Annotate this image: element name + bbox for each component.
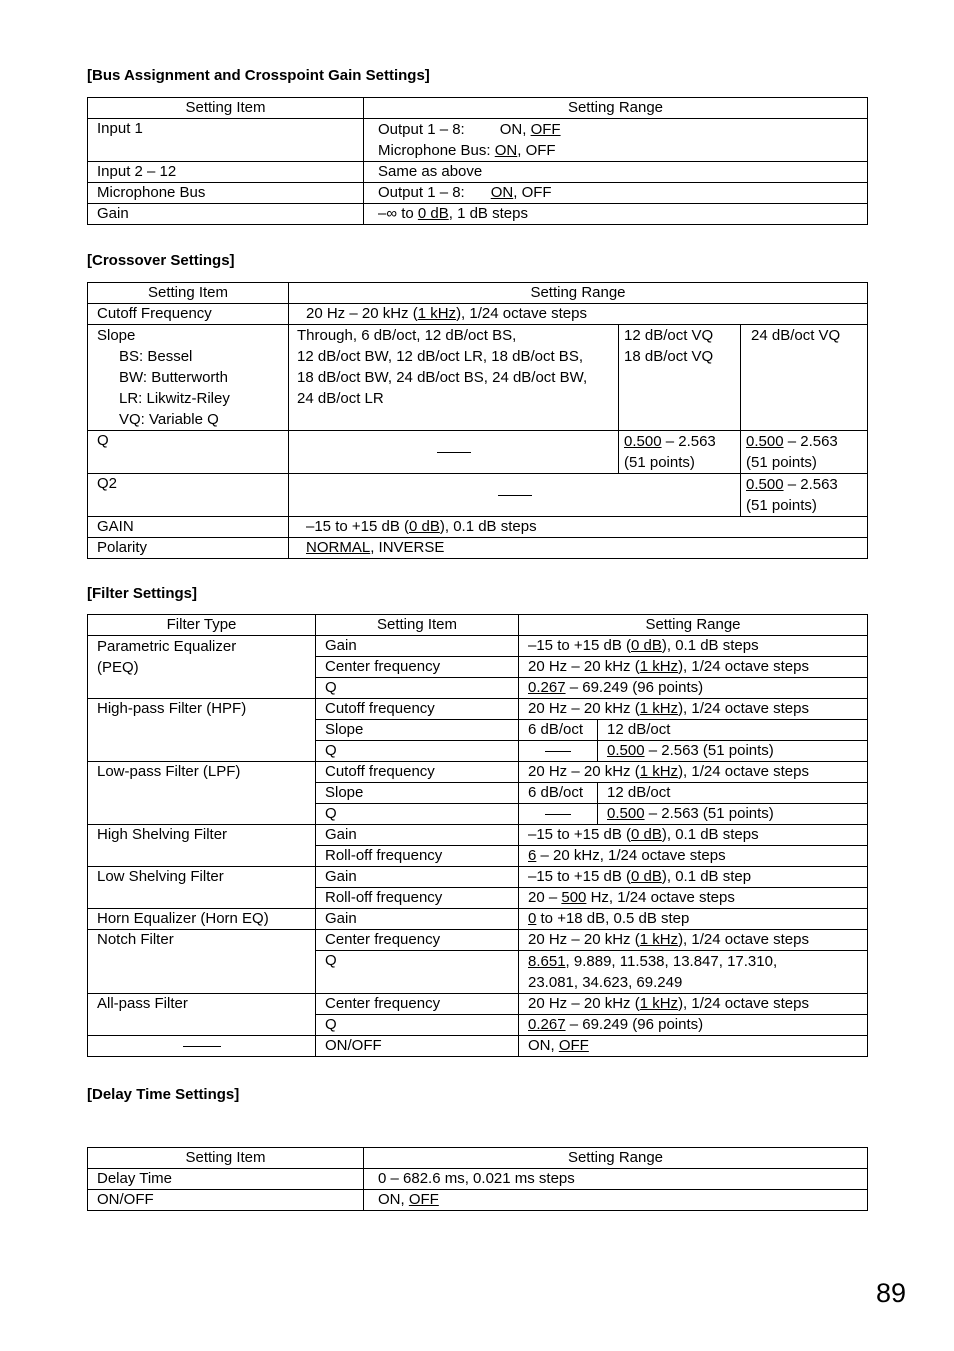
notch-q-line2: 23.081, 34.623, 69.249 (528, 974, 683, 991)
header-setting-item: Setting Item (88, 98, 364, 119)
onoff-on: ON, (378, 1191, 409, 1208)
freq-default: 1 kHz (639, 658, 679, 675)
row-label-delay-time: Delay Time (88, 1169, 364, 1190)
slope-vq24-label: 24 dB/oct VQ (751, 327, 841, 344)
range-gain (519, 867, 868, 888)
header-filter-type: Filter Type (88, 615, 316, 636)
filter-type-peq (88, 636, 316, 699)
item-q: Q (316, 1015, 519, 1036)
q-post: – 69.249 (96 points) (565, 1016, 704, 1033)
gain-default: 0 dB (409, 518, 440, 535)
freq-post: ), 1/24 octave steps (678, 700, 809, 717)
onoff-off-default: OFF (558, 1037, 589, 1054)
onoff-off-default: OFF (408, 1191, 439, 1208)
range-frequency (519, 762, 868, 783)
mic-bus-range (364, 183, 868, 204)
item-q: Q (316, 678, 519, 699)
slope-lr-legend: LR: Likwitz-Riley (119, 390, 230, 407)
slope-range-line3: 18 dB/oct BW, 24 dB/oct BS, 24 dB/oct BW, (297, 369, 588, 386)
cutoff-default: 1 kHz (417, 305, 457, 322)
q-post: – 2.563 (51 points) (644, 805, 774, 822)
input1-mic-label: Microphone Bus: (378, 142, 495, 159)
q-points: (51 points) (746, 454, 817, 471)
item-cutoff-frequency: Cutoff frequency (316, 699, 519, 720)
item-onoff: ON/OFF (316, 1036, 519, 1057)
dash-mark (437, 452, 471, 453)
slope-range-line2: 12 dB/oct BW, 12 dB/oct LR, 18 dB/oct BS, (297, 348, 583, 365)
header-setting-item: Setting Item (88, 1148, 364, 1169)
row-label-q2: Q2 (88, 474, 289, 517)
header-setting-item: Setting Item (88, 283, 289, 304)
bus-section-title: [Bus Assignment and Crosspoint Gain Settings] (87, 67, 430, 84)
q2-post: – 2.563 (783, 476, 838, 493)
row-label-polarity: Polarity (88, 538, 289, 559)
polarity-default: NORMAL (306, 539, 371, 556)
q2-default: 0.500 (746, 476, 784, 493)
page-number: 89 (876, 1278, 907, 1308)
item-rolloff-frequency: Roll-off frequency (316, 846, 519, 867)
item-center-frequency: Center frequency (316, 930, 519, 951)
row-label-input1: Input 1 (88, 119, 364, 162)
gain-pre: –15 to +15 dB ( (306, 518, 409, 535)
range-slope-12: 12 dB/oct (598, 783, 868, 804)
freq-default: 1 kHz (639, 995, 679, 1012)
range-q96 (519, 1015, 868, 1036)
dash-mark (545, 751, 571, 752)
mic-bus-output-label: Output 1 – 8: (378, 184, 465, 201)
slope-vq18: 18 dB/oct VQ (624, 348, 714, 365)
filter-type-all (88, 1036, 316, 1057)
rolloff-default: 500 (561, 889, 587, 906)
q-default: 0.500 (607, 742, 645, 759)
range-gain (519, 825, 868, 846)
row-label-mic-bus: Microphone Bus (88, 183, 364, 204)
header-setting-range: Setting Range (364, 98, 868, 119)
freq-post: ), 1/24 octave steps (678, 658, 809, 675)
slope-bs-legend: BS: Bessel (119, 348, 193, 365)
gain-range-default: 0 dB (417, 205, 449, 222)
gain-range-post: , 1 dB steps (448, 205, 528, 222)
input1-output-on: ON, (499, 121, 531, 138)
rolloff-pre: 20 – (528, 889, 562, 906)
cutoff-range (289, 304, 868, 325)
q-default: 0.267 (528, 679, 566, 696)
item-q: Q (316, 741, 519, 762)
q-default: 0.500 (607, 805, 645, 822)
q2-not-applicable (289, 474, 741, 517)
gain-post: ), 0.1 dB steps (661, 637, 759, 654)
q-default: 0.267 (528, 1016, 566, 1033)
item-center-frequency: Center frequency (316, 994, 519, 1015)
gain-default: 0 dB (631, 637, 662, 654)
freq-post: ), 1/24 octave steps (678, 763, 809, 780)
input2-12-range: Same as above (364, 162, 868, 183)
peq-label-2: (PEQ) (97, 659, 139, 676)
slope-range (289, 325, 619, 431)
crossover-table (87, 282, 868, 559)
gain-range (364, 204, 868, 225)
cutoff-post: ), 1/24 octave steps (456, 305, 587, 322)
gain-pre: –15 to +15 dB ( (528, 826, 631, 843)
range-q51 (598, 741, 868, 762)
range-slope-6: 6 dB/oct (519, 783, 598, 804)
delay-time-range: 0 – 682.6 ms, 0.021 ms steps (364, 1169, 868, 1190)
mic-bus-off: , OFF (513, 184, 552, 201)
q-post: – 2.563 (51 points) (644, 742, 774, 759)
gain-pre: –15 to +15 dB ( (528, 868, 631, 885)
notch-q-post: , 9.889, 11.538, 13.847, 17.310, (565, 953, 778, 970)
gain-range-pre: –∞ to (378, 205, 418, 222)
gain-range (289, 517, 868, 538)
filter-type-lpf: Low-pass Filter (LPF) (88, 762, 316, 825)
item-cutoff-frequency: Cutoff frequency (316, 762, 519, 783)
freq-post: ), 1/24 octave steps (678, 995, 809, 1012)
range-slope-12: 12 dB/oct (598, 720, 868, 741)
peq-label-1: Parametric Equalizer (97, 638, 237, 655)
gain-default: 0 dB (631, 868, 662, 885)
range-rolloff-high (519, 846, 868, 867)
input1-range (364, 119, 868, 162)
input1-output-label: Output 1 – 8: (378, 121, 465, 138)
range-q51 (598, 804, 868, 825)
range-onoff (519, 1036, 868, 1057)
item-q: Q (316, 804, 519, 825)
gain-default: 0 dB (631, 826, 662, 843)
header-setting-range: Setting Range (289, 283, 868, 304)
row-label-onoff: ON/OFF (88, 1190, 364, 1211)
q2-range-vq24 (741, 474, 868, 517)
q-post: – 2.563 (783, 433, 838, 450)
q-range-vq24 (741, 431, 868, 474)
slope-range-line4: 24 dB/oct LR (297, 390, 384, 407)
filter-type-high-shelving: High Shelving Filter (88, 825, 316, 867)
delay-section-title: [Delay Time Settings] (87, 1086, 240, 1103)
freq-pre: 20 Hz – 20 kHz ( (528, 931, 640, 948)
freq-pre: 20 Hz – 20 kHz ( (528, 995, 640, 1012)
input1-mic-off: , OFF (517, 142, 556, 159)
input1-mic-on-default: ON (494, 142, 518, 159)
q-not-applicable (289, 431, 619, 474)
range-horn-gain (519, 909, 868, 930)
slope-vq-legend: VQ: Variable Q (119, 411, 219, 428)
freq-post: ), 1/24 octave steps (678, 931, 809, 948)
filter-table (87, 614, 868, 1057)
item-gain: Gain (316, 909, 519, 930)
slope-vq12-18 (619, 325, 741, 431)
mic-bus-on-default: ON (490, 184, 514, 201)
item-q: Q (316, 951, 519, 994)
range-q96 (519, 678, 868, 699)
q-range-vq12-18 (619, 431, 741, 474)
header-setting-range: Setting Range (519, 615, 868, 636)
delay-table (87, 1147, 868, 1211)
filter-type-horn-eq: Horn Equalizer (Horn EQ) (88, 909, 316, 930)
slope-vq24 (741, 325, 868, 431)
q-not-applicable (519, 804, 598, 825)
range-frequency (519, 699, 868, 720)
freq-pre: 20 Hz – 20 kHz ( (528, 763, 640, 780)
slope-vq12: 12 dB/oct VQ (624, 327, 714, 344)
gain-pre: –15 to +15 dB ( (528, 637, 631, 654)
freq-pre: 20 Hz – 20 kHz ( (528, 658, 640, 675)
polarity-range (289, 538, 868, 559)
range-rolloff-low (519, 888, 868, 909)
dash-mark (545, 814, 571, 815)
freq-default: 1 kHz (639, 763, 679, 780)
row-label-q: Q (88, 431, 289, 474)
range-frequency (519, 930, 868, 951)
q-post: – 2.563 (661, 433, 716, 450)
horn-gain-post: to +18 dB, 0.5 dB step (536, 910, 690, 927)
q-not-applicable (519, 741, 598, 762)
freq-default: 1 kHz (639, 931, 679, 948)
dash-mark (183, 1046, 221, 1047)
crossover-section-title: [Crossover Settings] (87, 252, 235, 269)
filter-type-low-shelving: Low Shelving Filter (88, 867, 316, 909)
q-default: 0.500 (624, 433, 662, 450)
slope-range-line1: Through, 6 dB/oct, 12 dB/oct BS, (297, 327, 517, 344)
gain-post: ), 0.1 dB steps (439, 518, 537, 535)
filter-type-notch: Notch Filter (88, 930, 316, 994)
header-setting-item: Setting Item (316, 615, 519, 636)
input1-output-off-default: OFF (530, 121, 561, 138)
filter-type-hpf: High-pass Filter (HPF) (88, 699, 316, 762)
dash-mark (498, 495, 532, 496)
rolloff-default: 6 (528, 847, 537, 864)
item-gain: Gain (316, 636, 519, 657)
q-post: – 69.249 (96 points) (565, 679, 704, 696)
slope-label: Slope (97, 327, 136, 344)
item-gain: Gain (316, 867, 519, 888)
freq-default: 1 kHz (639, 700, 679, 717)
item-center-frequency: Center frequency (316, 657, 519, 678)
range-notch-q (519, 951, 868, 994)
row-label-slope (88, 325, 289, 431)
filter-type-allpass: All-pass Filter (88, 994, 316, 1036)
filter-section-title: [Filter Settings] (87, 585, 198, 602)
delay-onoff-range (364, 1190, 868, 1211)
item-slope: Slope (316, 783, 519, 804)
polarity-post: , INVERSE (370, 539, 445, 556)
q2-points: (51 points) (746, 497, 817, 514)
row-label-cutoff: Cutoff Frequency (88, 304, 289, 325)
gain-post: ), 0.1 dB steps (661, 826, 759, 843)
bus-assignment-table (87, 97, 868, 225)
item-slope: Slope (316, 720, 519, 741)
row-label-gain: GAIN (88, 517, 289, 538)
q-points: (51 points) (624, 454, 695, 471)
rolloff-post: Hz, 1/24 octave steps (586, 889, 735, 906)
range-slope-6: 6 dB/oct (519, 720, 598, 741)
row-label-gain: Gain (88, 204, 364, 225)
item-gain: Gain (316, 825, 519, 846)
item-rolloff-frequency: Roll-off frequency (316, 888, 519, 909)
rolloff-post: – 20 kHz, 1/24 octave steps (536, 847, 726, 864)
range-gain (519, 636, 868, 657)
freq-pre: 20 Hz – 20 kHz ( (528, 700, 640, 717)
range-frequency (519, 994, 868, 1015)
row-label-input2-12: Input 2 – 12 (88, 162, 364, 183)
notch-q-default: 8.651 (528, 953, 566, 970)
q-default: 0.500 (746, 433, 784, 450)
header-setting-range: Setting Range (364, 1148, 868, 1169)
slope-bw-legend: BW: Butterworth (119, 369, 228, 386)
onoff-on: ON, (528, 1037, 559, 1054)
cutoff-pre: 20 Hz – 20 kHz ( (306, 305, 418, 322)
gain-post: ), 0.1 dB step (661, 868, 752, 885)
range-frequency (519, 657, 868, 678)
horn-gain-default: 0 (528, 910, 537, 927)
